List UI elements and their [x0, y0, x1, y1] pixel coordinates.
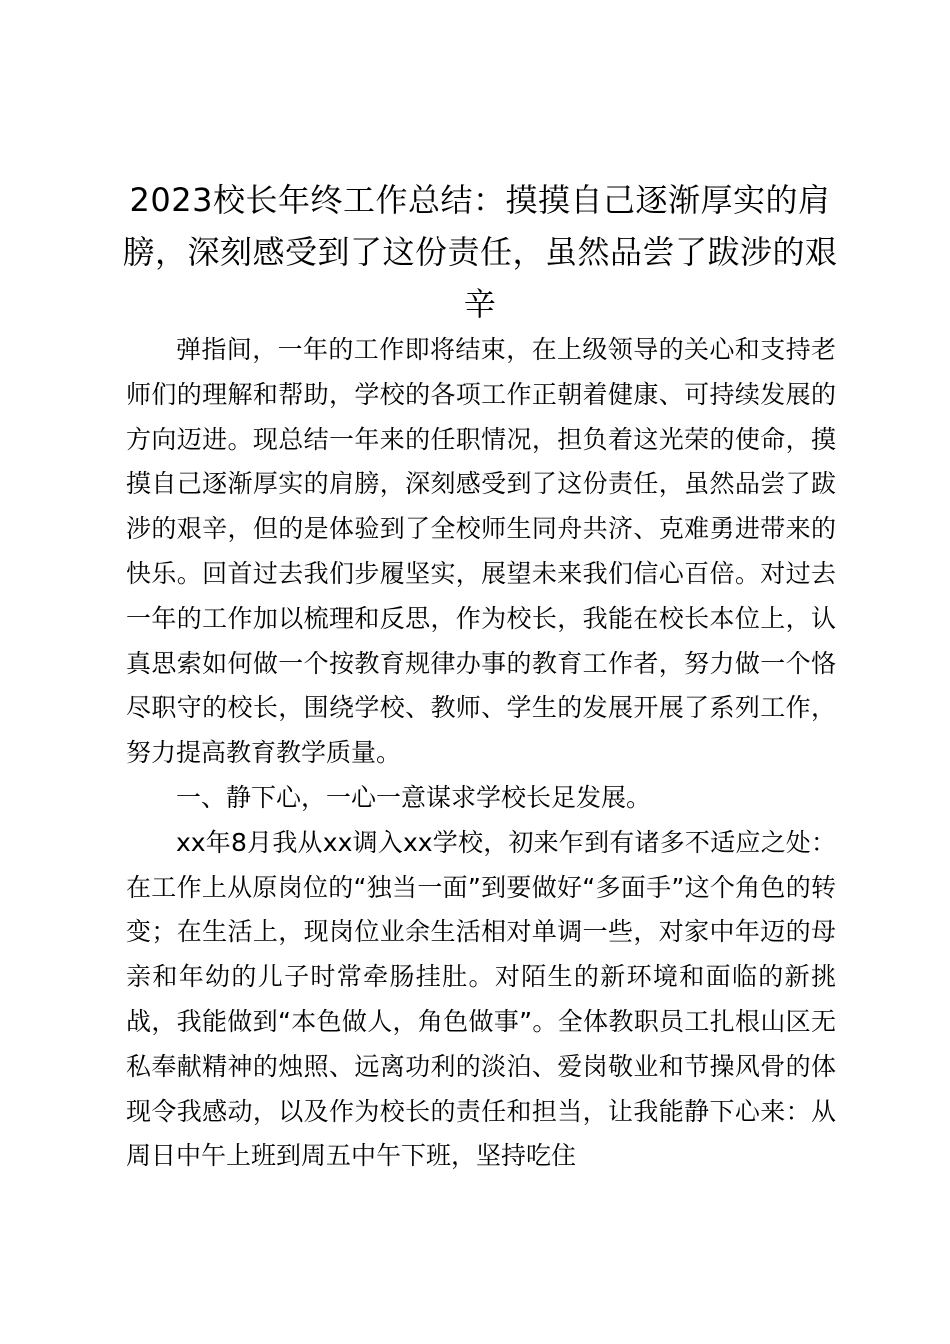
body-paragraph-intro: 弹指间，一年的工作即将结束，在上级领导的关心和支持老师们的理解和帮助，学校的各项工作正朝着健康、可持续发展的方向迈进。现总结一年来的任职情况，担负着这光荣的使命，摸摸自己逐渐厚实的肩膀，深刻感受到了这份责任，虽然品尝了跋涉的艰辛，但的是体验到了全校师生同舟共济、克难勇进带来的快乐。回首过去我们步履坚实，展望未来我们信心百倍。对过去一年的工作加以梳理和反思，作为校长，我能在校长本位上，认真思索如何做一个按教育规律办事的教育工作者，努力做一个恪尽职守的校长，围绕学校、教师、学生的发展开展了系列工作，努力提高教育教学质量。 — [126, 335, 836, 768]
section-heading-1: 一、静下心，一心一意谋求学校长足发展。 — [176, 782, 652, 812]
document-title: 2023校长年终工作总结：摸摸自己逐渐厚实的肩膀，深刻感受到了这份责任，虽然品尝了跋涉的艰辛 — [122, 181, 838, 323]
body-paragraph-section-1: xx年8月我从xx调入xx学校，初来乍到有诸多不适应之处：在工作上从原岗位的“独当一面”到要做好“多面手”这个角色的转变；在生活上，现岗位业余生活相对单调一些，对家中年迈的母亲和年幼的儿子时常牵肠挂肚。对陌生的新环境和面临的新挑战，我能做到“本色做人，角色做事”。全体教职员工扎根山区无私奉献精神的烛照、远离功利的淡泊、爱岗敬业和节操风骨的体现令我感动，以及作为校长的责任和担当，让我能静下心来：从周日中午上班到周五中午下班，坚持吃住 — [126, 827, 836, 1171]
document-body — [126, 328, 836, 1179]
